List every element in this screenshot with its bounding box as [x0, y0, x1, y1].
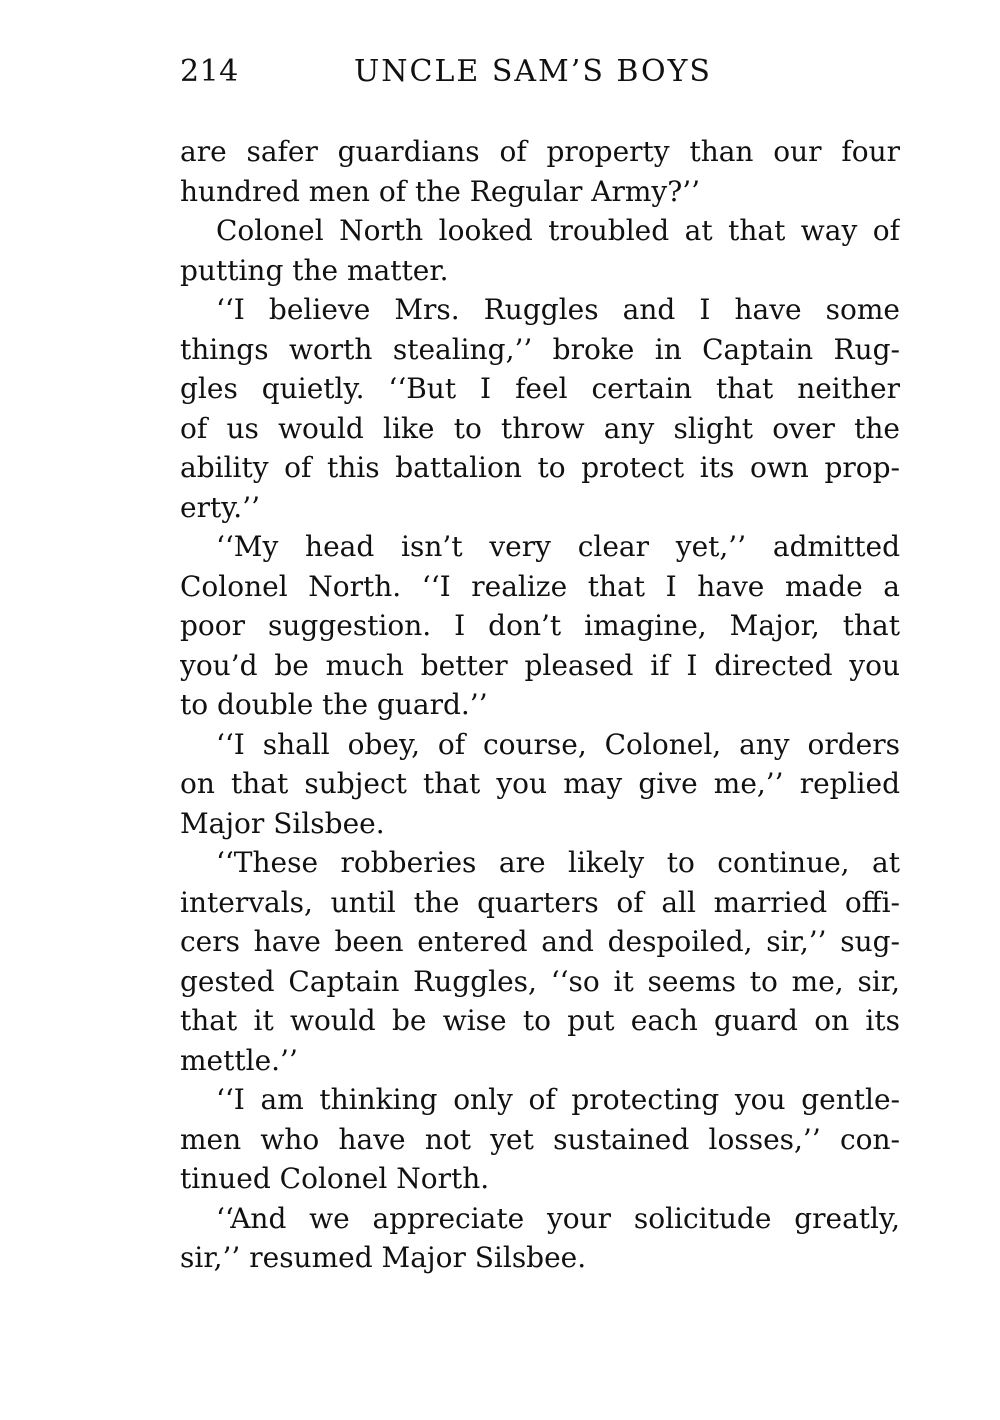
- text-line: tinued Colonel North.: [180, 1162, 490, 1195]
- text-line: erty.’’: [180, 490, 261, 524]
- book-title: UNCLE SAM’S BOYS: [354, 54, 712, 89]
- text-line: ‘‘I shall obey, of course, Colonel, any orders: [216, 727, 900, 761]
- text-line: ‘‘I am thinking only of protecting you gentle-: [216, 1083, 900, 1116]
- text-line: men who have not yet sustained losses,’’ con-: [180, 1122, 900, 1156]
- body-text: [180, 132, 900, 1278]
- running-head: [180, 50, 900, 94]
- text-line: Major Silsbee.: [180, 806, 385, 840]
- text-line: mettle.’’: [180, 1043, 298, 1077]
- text-line: sir,’’ resumed Major Silsbee.: [180, 1241, 587, 1274]
- text-line: gested Captain Ruggles, ‘‘so it seems to me, sir,: [180, 964, 900, 998]
- text-line: ‘‘And we appreciate your solicitude greatly,: [216, 1201, 900, 1235]
- text-line: hundred men of the Regular Army?’’: [180, 174, 701, 208]
- text-line: ‘‘I believe Mrs. Ruggles and I have some: [216, 293, 900, 326]
- text-line: cers have been entered and despoiled, sir,’’ sug-: [180, 925, 900, 958]
- text-line: that it would be wise to put each guard on its: [180, 1004, 900, 1037]
- text-line: Colonel North. ‘‘I realize that I have made a: [180, 569, 900, 603]
- text-line: gles quietly. ‘‘But I feel certain that neither: [180, 372, 900, 405]
- text-line: you’d be much better pleased if I directed you: [180, 648, 900, 682]
- text-line: to double the guard.’’: [180, 688, 488, 721]
- text-line: putting the matter.: [180, 253, 449, 287]
- text-line: ‘‘These robberies are likely to continue, at: [216, 846, 900, 879]
- text-line: ‘‘My head isn’t very clear yet,’’ admitted: [216, 530, 900, 563]
- text-line: things worth stealing,’’ broke in Captain Rug-: [180, 332, 900, 366]
- page-number: 214: [180, 54, 239, 89]
- text-line: intervals, until the quarters of all married offi-: [180, 885, 900, 919]
- text-line: on that subject that you may give me,’’ replied: [180, 767, 900, 800]
- text-line: poor suggestion. I don’t imagine, Major, that: [180, 609, 900, 642]
- text-line: of us would like to throw any slight over the: [180, 411, 900, 445]
- text-line: are safer guardians of property than our four: [180, 135, 900, 168]
- text-line: ability of this battalion to protect its own prop-: [180, 451, 900, 484]
- text-line: Colonel North looked troubled at that way of: [216, 214, 900, 247]
